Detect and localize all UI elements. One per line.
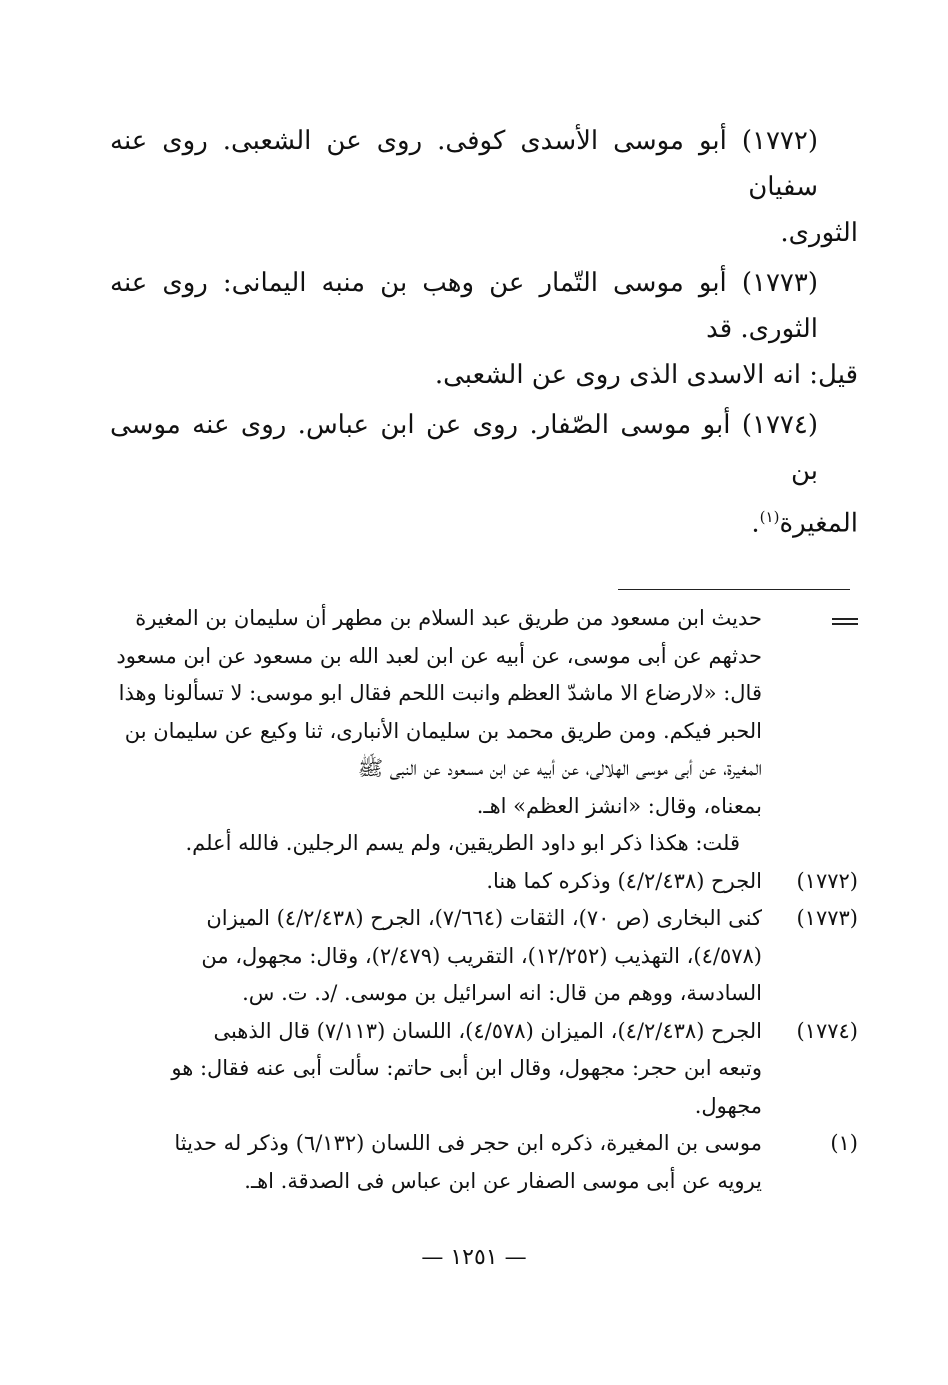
footnote-line: وتبعه ابن حجر: مجهول، وقال ابن أبى حاتم: سألت أبى عنه فقال: هو: [171, 1056, 762, 1080]
footnote-line: كنى البخارى (ص ٧٠)، الثقات (٧/٦٦٤)، الجرح (٤/٢/٤٣٨) الميزان: [206, 906, 762, 930]
entry-line: [110, 494, 858, 547]
footnote-line: حديث ابن مسعود من طريق عبد السلام بن مطهر أن سليمان بن المغيرة: [135, 606, 762, 630]
footnote-line: السادسة، ووهم من قال: انه اسرائيل بن موسى. /د. ت. س.: [242, 981, 762, 1005]
footnote-1: [110, 1125, 858, 1200]
footnote-reference: (١): [759, 508, 780, 526]
footnote-1773: [110, 900, 858, 1013]
footnote-line: الحبر فيكم. ومن طريق محمد بن سليمان الأنبارى، ثنا وكيع عن سليمان بن: [124, 718, 762, 743]
footnote-line: يرويه عن أبى موسى الصفار عن ابن عباس فى الصدقة. اهـ.: [244, 1168, 762, 1193]
entry-1772: [110, 118, 858, 256]
footnote-number: (١٧٧٢): [796, 868, 858, 893]
footnote-number: (١٧٧٤): [796, 1018, 858, 1043]
footnote-line: (٤/٥٧٨)، التهذيب (١٢/٢٥٢)، التقريب (٢/٤٧٩)، وقال: مجهول، من: [201, 943, 762, 968]
footnote-continued: [110, 600, 858, 863]
footnote-1772: [110, 863, 858, 901]
footnote-number: (١): [830, 1131, 858, 1155]
entry-line: قيل: انه الاسدى الذى روى عن الشعبى.: [434, 360, 858, 390]
entry-line: (١٧٧٤) أبو موسى الصّفار. روى عن ابن عباس. روى عنه موسى بن: [110, 410, 818, 486]
continuation-mark: [832, 618, 858, 625]
footnote-line: موسى بن المغيرة، ذكره ابن حجر فى اللسان (٦/١٣٢) وذكر له حديثا: [174, 1131, 762, 1155]
footnote-line: مجهول.: [694, 1093, 762, 1118]
page-number: — ١٢٥١ —: [421, 1245, 527, 1270]
entry-line: الثورى.: [780, 218, 858, 248]
entry-line: (١٧٧٢) أبو موسى الأسدى كوفى. روى عن الشعبى. روى عنه سفيان: [110, 126, 818, 202]
entry-1773: [110, 260, 858, 398]
footnote-line: الجرح (٤/٢/٤٣٨) وذكره كما هنا.: [486, 868, 762, 893]
footnote-separator: [618, 589, 850, 590]
footnote-line: حدثهم عن أبى موسى، عن أبيه عن ابن لعبد الله بن مسعود عن ابن مسعود: [116, 643, 762, 668]
footnotes: [110, 600, 858, 1200]
entry-1774: [110, 402, 858, 547]
entry-line: (١٧٧٣) أبو موسى التّمار عن وهب بن منبه اليمانى: روى عنه الثورى. قد: [110, 268, 818, 344]
footnote-line: قال: «لارضاع الا ماشدّ العظم وانبت اللحم فقال ابو موسى: لا تسألونا وهذا: [118, 681, 762, 705]
footnote-note: قلت: هكذا ذكر ابو داود الطريقين، ولم يسم الرجلين. فالله أعلم.: [185, 831, 740, 855]
footnote-number: (١٧٧٣): [796, 906, 858, 930]
footnote-line: الجرح (٤/٢/٤٣٨)، الميزان (٤/٥٧٨)، اللسان (٧/١١٣) قال الذهبى: [213, 1018, 762, 1043]
footnote-1774: [110, 1013, 858, 1126]
entry-text: .: [751, 508, 760, 539]
main-text: [110, 118, 858, 551]
footnote-line: المغيرة، عن أبى موسى الهلالى، عن أبيه عن ابن مسعود عن النبى ﷺ: [357, 756, 762, 780]
entry-text: المغيرة: [779, 508, 858, 539]
footnote-line: بمعناه، وقال: «انشز العظم» اهـ.: [476, 793, 762, 818]
